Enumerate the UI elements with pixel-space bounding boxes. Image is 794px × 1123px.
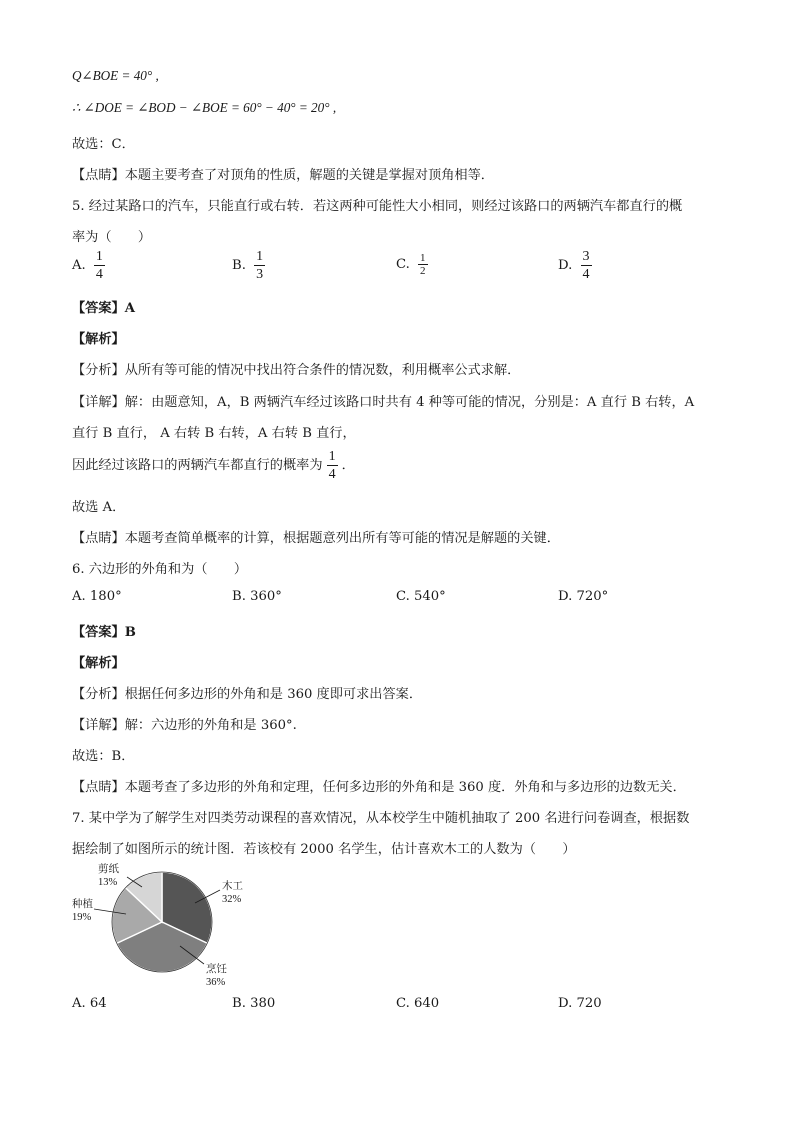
line-choose-c: 故选：C． bbox=[72, 137, 135, 152]
fraction: $\frac{1}{4}$ bbox=[95, 249, 103, 282]
slice-label-zhongzhi-value: 19% bbox=[72, 912, 92, 923]
fraction: $\frac{3}{4}$ bbox=[582, 249, 590, 282]
q7-stem-line2: 据绘制了如图所示的统计图．若该校有 2000 名学生，估计喜欢木工的人数为（ ） bbox=[72, 842, 576, 857]
slice-label-zhongzhi-name: 种植 bbox=[72, 899, 93, 910]
q5-dianjing: 【点睛】本题考查简单概率的计算，根据题意列出所有等可能的情况是解题的关键． bbox=[72, 531, 560, 546]
q5-fenxi: 【分析】从所有等可能的情况中找出符合条件的情况数，利用概率公式求解． bbox=[72, 363, 521, 378]
q5-answer: 【答案】A bbox=[72, 301, 135, 316]
q5-stem-line1: 5. 经过某路口的汽车，只能直行或右转．若这两种可能性大小相同，则经过该路口的两辆汽车都直行的概 bbox=[72, 199, 683, 214]
line-angle-doe: ∴ ∠DOE = ∠BOD − ∠BOE = 60° − 40° = 20° , bbox=[72, 100, 337, 115]
q5-option-b: B. $\frac{1}{3}$ bbox=[232, 249, 264, 282]
q5-analysis-title: 【解析】 bbox=[72, 332, 125, 347]
q6-option-a: A. 180° bbox=[72, 589, 122, 604]
q7-stem-line1: 7. 某中学为了解学生对四类劳动课程的喜欢情况，从本校学生中随机抽取了 200 名进行问卷调查，根据数 bbox=[72, 811, 690, 826]
slice-label-mugong-value: 32% bbox=[222, 894, 242, 905]
q6-option-b: B. 360° bbox=[232, 589, 282, 604]
q7-option-b: B. 380 bbox=[232, 996, 276, 1011]
slice-label-pengren-value: 36% bbox=[206, 977, 226, 988]
slice-label-jianzhi-name: 剪纸 bbox=[98, 864, 119, 875]
q6-fenxi: 【分析】根据任何多边形的外角和是 360 度即可求出答案． bbox=[72, 687, 423, 702]
slice-label-pengren-name: 烹饪 bbox=[206, 964, 227, 975]
fraction: $\frac{1}{2}$ bbox=[420, 252, 426, 277]
q6-dianjing: 【点睛】本题考查了多边形的外角和定理，任何多边形的外角和是 360 度．外角和与多边形的边数无关． bbox=[72, 780, 686, 795]
q6-choose: 故选：B． bbox=[72, 749, 135, 764]
q5-option-c: C. $\frac{1}{2}$ bbox=[396, 252, 426, 277]
slice-label-jianzhi-value: 13% bbox=[98, 877, 118, 888]
q6-option-d: D. 720° bbox=[558, 589, 609, 604]
line-dianjing-4: 【点睛】本题主要考查了对顶角的性质，解题的关键是掌握对顶角相等． bbox=[72, 168, 494, 183]
slice-label-mugong-name: 木工 bbox=[222, 881, 243, 892]
q5-detail-line3: 因此经过该路口的两辆汽车都直行的概率为 $\frac{1}{4}$ ． bbox=[72, 449, 355, 482]
q5-option-a: A. $\frac{1}{4}$ bbox=[72, 249, 103, 282]
pie-chart bbox=[72, 862, 272, 992]
q6-detail: 【详解】解：六边形的外角和是 360°. bbox=[72, 718, 297, 733]
q5-detail-line2: 直行 B 直行， A 右转 B 右转，A 右转 B 直行， bbox=[72, 426, 356, 441]
q6-option-c: C. 540° bbox=[396, 589, 446, 604]
q6-analysis-title: 【解析】 bbox=[72, 656, 125, 671]
q6-stem: 6. 六边形的外角和为（ ） bbox=[72, 562, 248, 577]
q5-option-d: D. $\frac{3}{4}$ bbox=[558, 249, 590, 282]
q5-choose: 故选 A． bbox=[72, 500, 126, 515]
q7-option-a: A. 64 bbox=[72, 996, 107, 1011]
q7-option-c: C. 640 bbox=[396, 996, 440, 1011]
q7-option-d: D. 720 bbox=[558, 996, 602, 1011]
fraction: $\frac{1}{3}$ bbox=[256, 249, 264, 282]
q6-answer: 【答案】B bbox=[72, 625, 136, 640]
fraction: $\frac{1}{4}$ bbox=[328, 449, 336, 482]
q5-stem-line2: 率为（ ） bbox=[72, 230, 152, 245]
q5-detail-line1: 【详解】解：由题意知，A，B 两辆汽车经过该路口时共有 4 种等可能的情况，分别是：A 直行 B 右转，A bbox=[72, 395, 695, 410]
line-angle-boe: Q∠BOE = 40° , bbox=[72, 68, 159, 83]
